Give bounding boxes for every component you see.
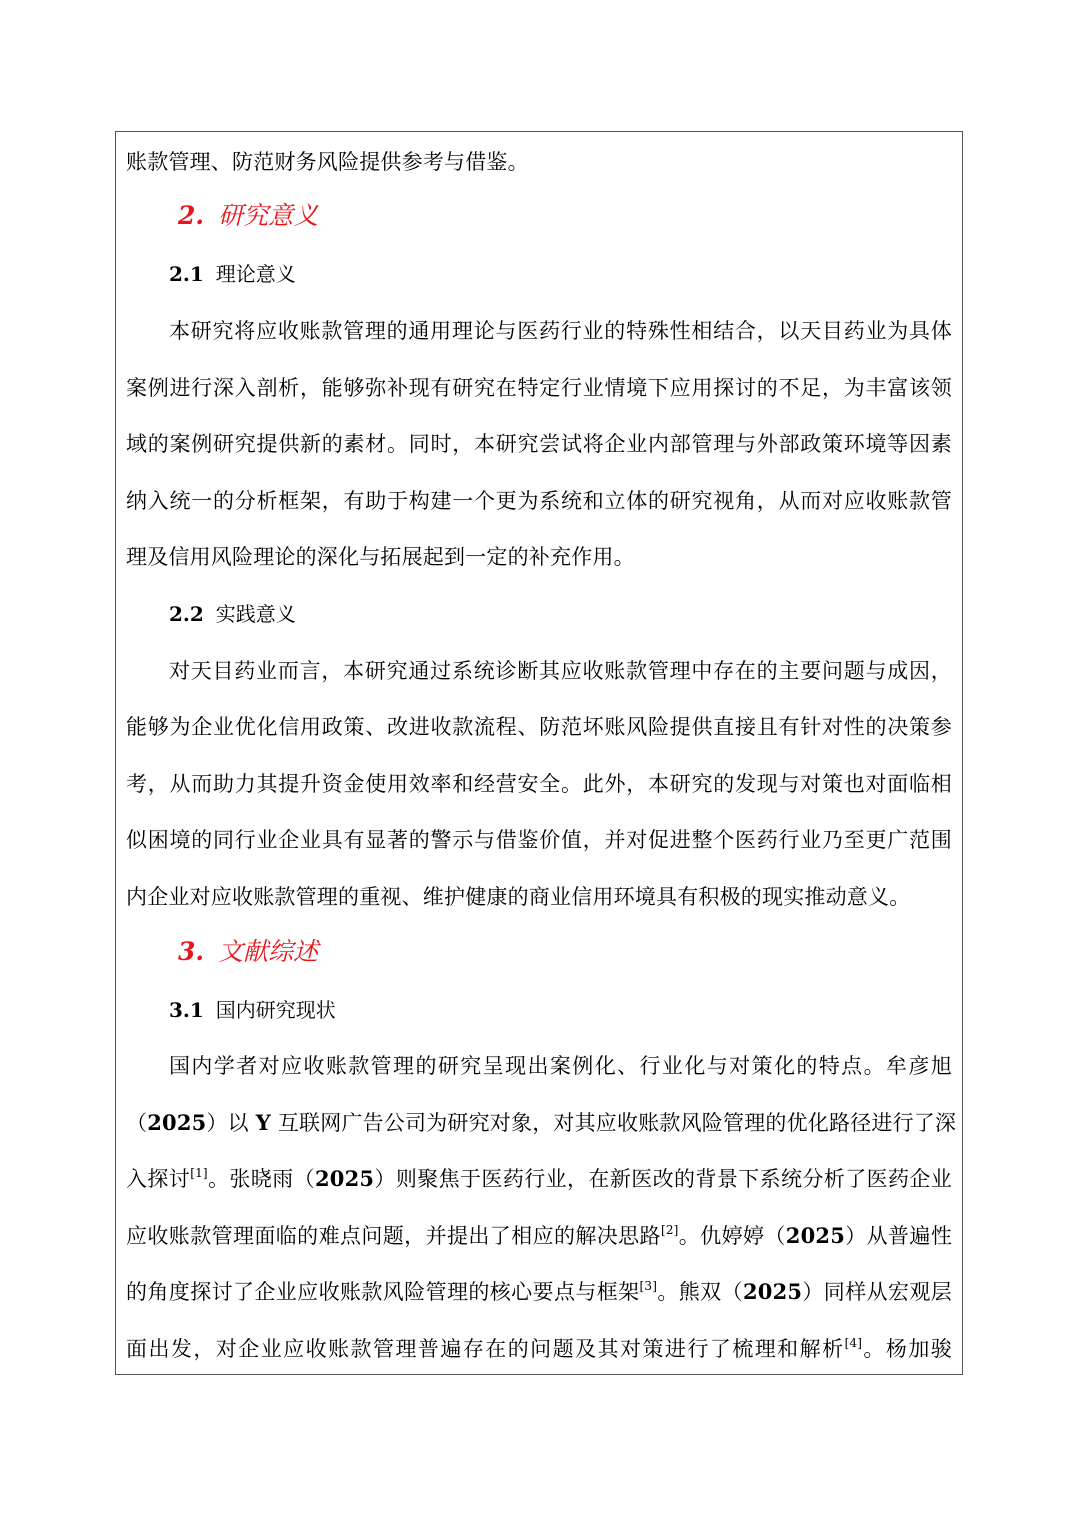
text-fragment: 的角度探讨了企业应收账款风险管理的核心要点与框架 xyxy=(126,1280,640,1304)
text-fragment: 。张晓雨（ xyxy=(207,1167,315,1191)
text-fragment: ）同样从宏观层 xyxy=(802,1280,952,1304)
subsection-title: 理论意义 xyxy=(215,262,296,286)
paragraph-line: 国内学者对应收账款管理的研究呈现出案例化、行业化与对策化的特点。牟彦旭 xyxy=(169,1054,952,1078)
subheading-3-1 xyxy=(169,996,336,1024)
section-heading-3 xyxy=(178,936,318,968)
paragraph-line: 纳入统一的分析框架，有助于构建一个更为系统和立体的研究视角，从而对应收账款管 xyxy=(126,489,952,513)
citation-ref: [1] xyxy=(190,1166,208,1180)
text-fragment: ）从普遍性 xyxy=(845,1224,953,1248)
content-frame xyxy=(115,131,963,1375)
subheading-2-1 xyxy=(169,260,296,288)
paragraph-line: 本研究将应收账款管理的通用理论与医药行业的特殊性相结合，以天目药业为具体 xyxy=(169,319,952,343)
year-text: 2025 xyxy=(147,1110,207,1135)
text-fragment: 。熊双（ xyxy=(657,1280,743,1304)
paragraph-line: 对天目药业而言，本研究通过系统诊断其应收账款管理中存在的主要问题与成因， xyxy=(169,659,952,683)
paragraph-line: 账款管理、防范财务风险提供参考与借鉴。 xyxy=(126,150,529,174)
subsection-number: 2.1 xyxy=(169,262,204,286)
year-text: 2025 xyxy=(742,1279,803,1304)
citation-ref: [2] xyxy=(660,1223,679,1237)
text-fragment: 。仇婷婷（ xyxy=(678,1224,786,1248)
paragraph-line: 内企业对应收账款管理的重视、维护健康的商业信用环境具有积极的现实推动意义。 xyxy=(126,885,911,909)
paragraph-line: 域的案例研究提供新的素材。同时，本研究尝试将企业内部管理与外部政策环境等因素 xyxy=(126,432,952,456)
text-fragment: 入探讨 xyxy=(126,1167,191,1191)
text-fragment: ）以 xyxy=(206,1111,256,1135)
text-fragment: ）则聚焦于医药行业，在新医改的背景下系统分析了医药企业 xyxy=(374,1167,952,1191)
paragraph-line: 案例进行深入剖析，能够弥补现有研究在特定行业情境下应用探讨的不足，为丰富该领 xyxy=(126,376,952,400)
citation-ref: [3] xyxy=(639,1279,658,1293)
subsection-number: 3.1 xyxy=(169,998,204,1022)
paragraph-line xyxy=(126,1109,957,1137)
company-letter: Y xyxy=(255,1110,271,1135)
section-title: 文献综述 xyxy=(218,937,319,966)
paragraph-line xyxy=(126,1165,952,1193)
section-number: 3. xyxy=(178,937,205,966)
paragraph-line: 能够为企业优化信用政策、改进收款流程、防范坏账风险提供直接且有针对性的决策参 xyxy=(126,715,952,739)
text-fragment: （ xyxy=(126,1111,148,1135)
text-fragment: 面出发，对企业应收账款管理普遍存在的问题及其对策进行了梳理和解析 xyxy=(126,1337,845,1361)
paragraph-line xyxy=(126,1335,952,1363)
text-fragment: 应收账款管理面临的难点问题，并提出了相应的解决思路 xyxy=(126,1224,661,1248)
year-text: 2025 xyxy=(315,1166,375,1191)
section-title: 研究意义 xyxy=(218,201,319,230)
paragraph-line: 考，从而助力其提升资金使用效率和经营安全。此外，本研究的发现与对策也对面临相 xyxy=(126,772,952,796)
paragraph-line xyxy=(126,1222,952,1250)
paragraph-line: 似困境的同行业企业具有显著的警示与借鉴价值，并对促进整个医药行业乃至更广范围 xyxy=(126,828,952,852)
paragraph-line: 理及信用风险理论的深化与拓展起到一定的补充作用。 xyxy=(126,545,635,569)
section-number: 2. xyxy=(178,201,205,230)
year-text: 2025 xyxy=(785,1223,846,1248)
citation-ref: [4] xyxy=(844,1336,863,1350)
subsection-number: 2.2 xyxy=(169,602,204,626)
subsection-title: 国内研究现状 xyxy=(215,998,336,1022)
text-fragment: 。杨加骏 xyxy=(862,1337,952,1361)
section-heading-2 xyxy=(178,200,318,232)
subsection-title: 实践意义 xyxy=(215,602,296,626)
paragraph-line xyxy=(126,1278,952,1306)
subheading-2-2 xyxy=(169,600,296,628)
text-fragment: 互联网广告公司为研究对象，对其应收账款风险管理的优化路径进行了深 xyxy=(270,1111,957,1135)
